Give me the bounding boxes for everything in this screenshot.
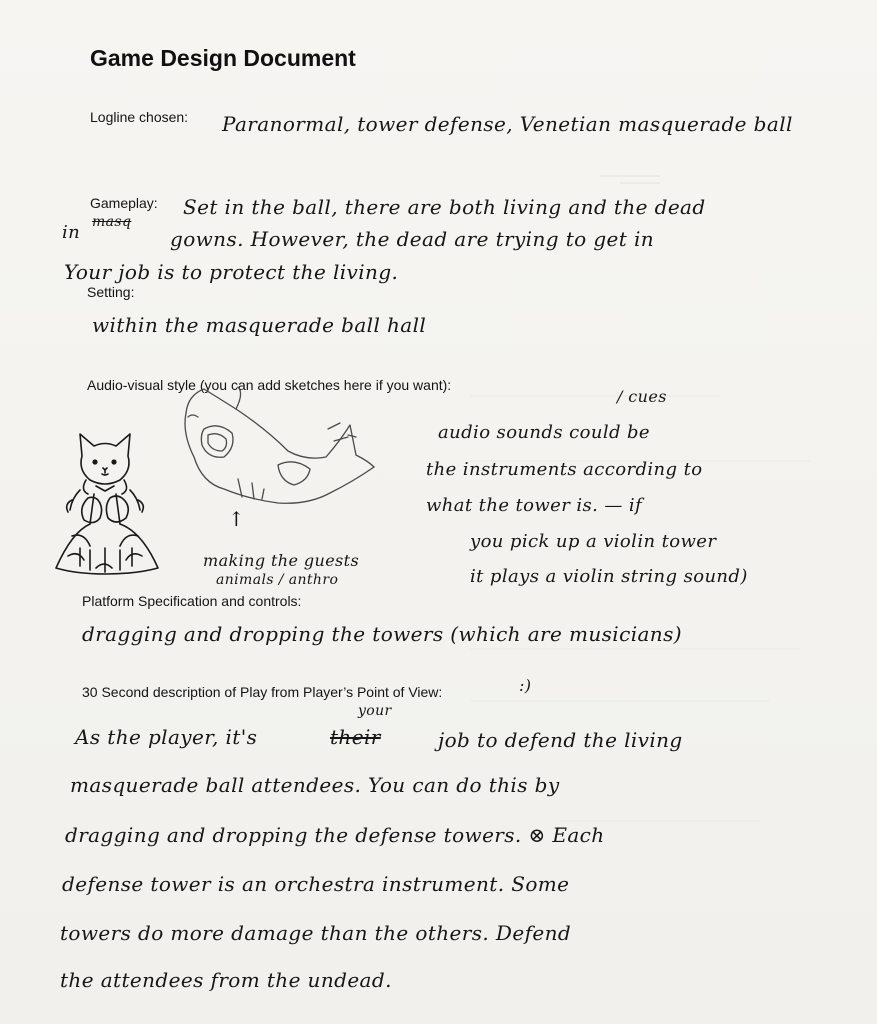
gameplay-line-2-struck: masq (92, 214, 132, 230)
description-insert: your (358, 703, 392, 719)
description-line-5: towers do more damage than the others. Defend (60, 921, 572, 945)
setting-label: Setting: (87, 284, 135, 300)
smiley: :) (519, 676, 532, 695)
gameplay-line-1: Set in the ball, there are both living and the dead (183, 195, 706, 219)
audio-visual-line-2: the instruments according to (426, 459, 703, 480)
description-line-1a: As the player, it's (75, 725, 258, 749)
gameplay-line-2: gowns. However, the dead are trying to get in (170, 227, 655, 251)
sketch-note-1: making the guests (203, 551, 360, 570)
bleed-through-mark (560, 820, 760, 822)
audio-visual-label: Audio-visual style (you can add sketches here if you want): (87, 377, 452, 393)
gameplay-line-2-prefix: in (62, 222, 81, 243)
description-line-2: masquerade ball attendees. You can do this by (70, 773, 560, 797)
logline-label: Logline chosen: (90, 109, 189, 125)
platform-answer: dragging and dropping the towers (which are musicians) (82, 622, 682, 646)
audio-visual-insert: / cues (617, 387, 667, 406)
description-label: 30 Second description of Play from Player’s Point of View: (82, 684, 443, 700)
platform-label: Platform Specification and controls: (82, 593, 302, 609)
description-line-6: the attendees from the undead. (60, 968, 392, 992)
bleed-through-mark (600, 175, 660, 177)
bleed-through-mark (620, 182, 660, 184)
description-line-3: dragging and dropping the defense towers. ⊗ Each (65, 823, 605, 847)
audio-visual-line-4: you pick up a violin tower (470, 531, 717, 552)
audio-visual-line-3: what the tower is. — if (426, 495, 643, 516)
cat-mask-sketch (178, 385, 378, 520)
bleed-through-mark (470, 700, 770, 702)
sketch-note-2: animals / anthro (216, 572, 339, 588)
cat-in-gown-sketch (50, 428, 175, 583)
logline-answer: Paranormal, tower defense, Venetian masquerade ball (222, 112, 793, 136)
bleed-through-mark (470, 395, 720, 397)
document-title: Game Design Document (90, 45, 356, 71)
sketch-arrow: ↑ (228, 507, 246, 531)
audio-visual-line-5: it plays a violin string sound) (470, 566, 748, 587)
bleed-through-mark (470, 648, 800, 650)
gameplay-label: Gameplay: (90, 195, 158, 211)
setting-answer: within the masquerade ball hall (92, 313, 427, 337)
description-line-1b: job to defend the living (438, 728, 683, 752)
gameplay-line-3: Your job is to protect the living. (64, 260, 399, 284)
audio-visual-line-1: audio sounds could be (438, 422, 650, 443)
description-line-4: defense tower is an orchestra instrument. Some (62, 872, 570, 896)
description-line-1-struck: their (330, 725, 381, 749)
